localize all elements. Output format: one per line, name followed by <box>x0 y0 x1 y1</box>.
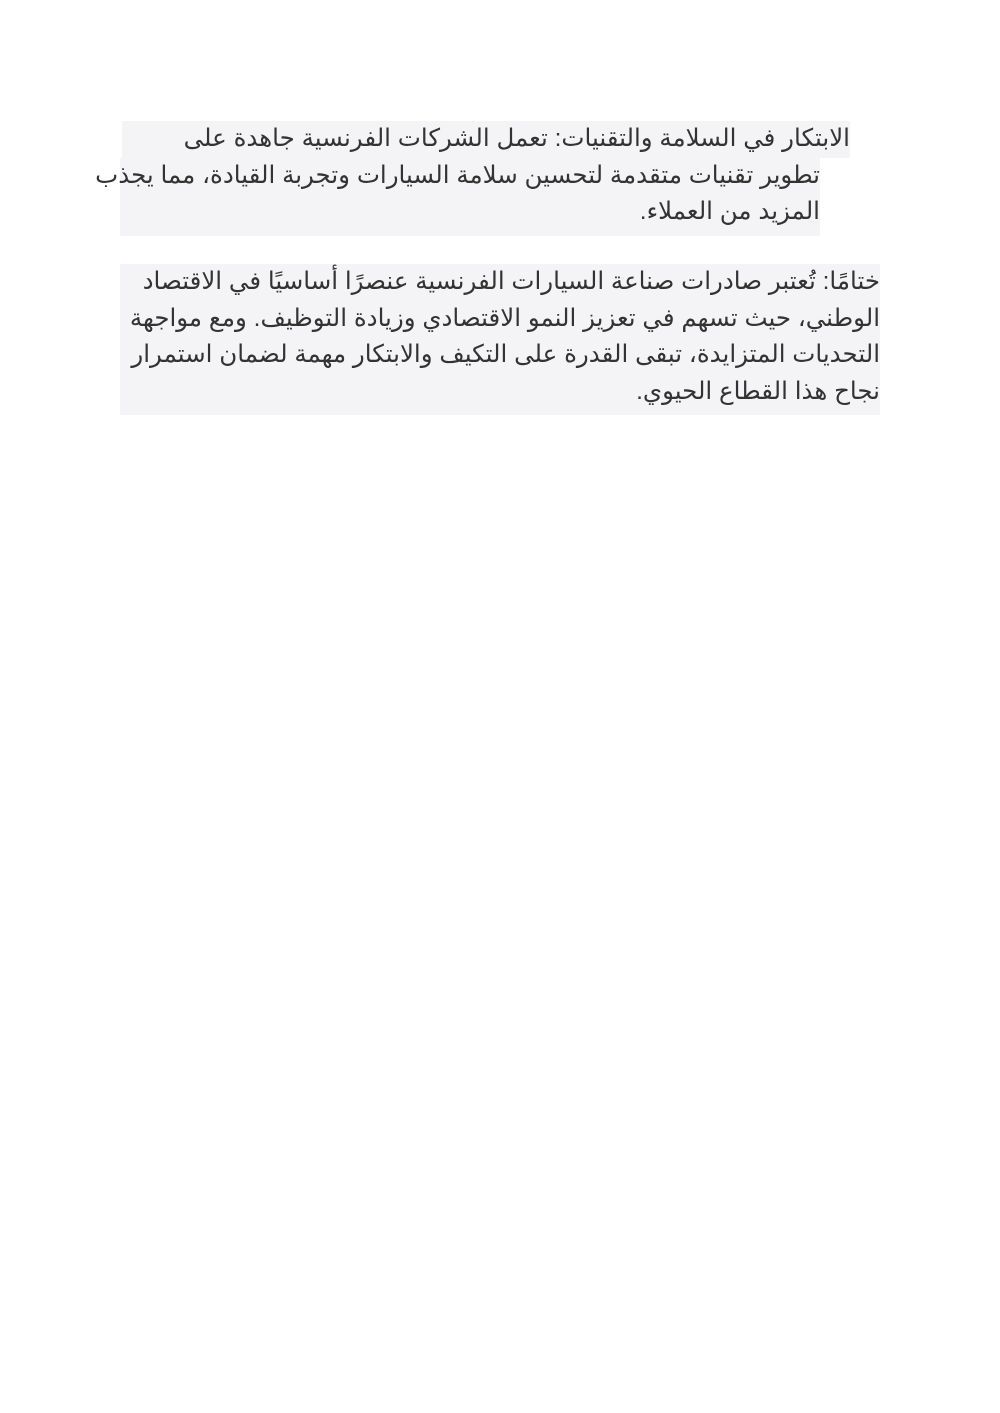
paragraph-innovation-safety <box>95 121 850 236</box>
paragraph-conclusion <box>120 264 880 415</box>
paragraph-line: الابتكار في السلامة والتقنيات: تعمل الشركات الفرنسية جاهدة على <box>122 121 850 158</box>
paragraph-line: التحديات المتزايدة، تبقى القدرة على التكيف والابتكار مهمة لضمان استمرار <box>120 337 880 374</box>
paragraph-line: نجاح هذا القطاع الحيوي. <box>120 374 880 416</box>
paragraph-line: ختامًا: تُعتبر صادرات صناعة السيارات الفرنسية عنصرًا أساسيًا في الاقتصاد <box>120 264 880 301</box>
paragraph-line: المزيد من العملاء. <box>120 194 820 236</box>
paragraph-line: تطوير تقنيات متقدمة لتحسين سلامة السيارات وتجربة القيادة، مما يجذب <box>120 158 820 195</box>
paragraph-line: الوطني، حيث تسهم في تعزيز النمو الاقتصادي وزيادة التوظيف. ومع مواجهة <box>120 301 880 338</box>
